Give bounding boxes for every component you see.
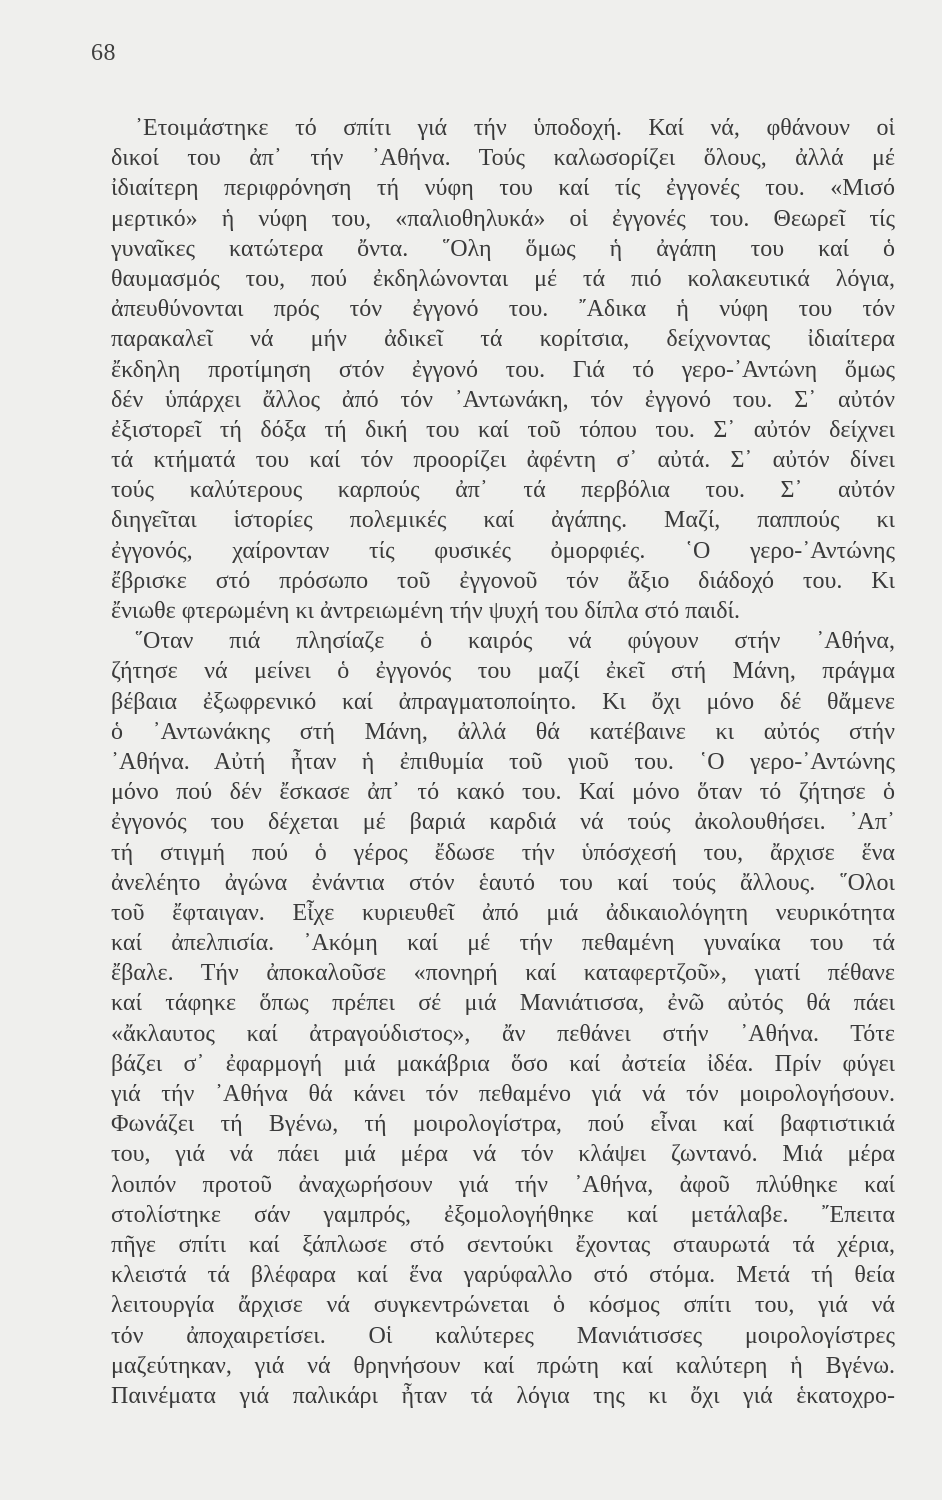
text-line: διηγεῖται ἱστορίες πολεμικές καί ἀγάπης. Μαζί, παππούς κι <box>111 507 895 534</box>
text-line: τούς καλύτερους καρπούς ἀπ᾽ τά περβόλια του. Σ᾽ αὐτόν <box>111 477 895 504</box>
text-line: ᾽Αθήνα. Αὐτή ἦταν ἡ ἐπιθυμία τοῦ γιοῦ του. ῾Ο γερο-᾽Αντώνης <box>111 748 895 775</box>
text-line: μαζεύτηκαν, γιά νά θρηνήσουν καί πρώτη καί καλύτερη ἡ Βγένω. <box>111 1352 895 1379</box>
text-line: καί τάφηκε ὅπως πρέπει σέ μιά Μανιάτισσα, ἐνῶ αὐτός θά πάει <box>111 990 895 1017</box>
text-line: ζήτησε νά μείνει ὁ ἐγγονός του μαζί ἐκεῖ στή Μάνη, πράγμα <box>111 658 895 685</box>
text-line: ἔβρισκε στό πρόσωπο τοῦ ἐγγονοῦ τόν ἄξιο διάδοχό του. Κι <box>111 567 895 594</box>
text-line: ἔβαλε. Τήν ἀποκαλοῦσε «πονηρή καί καταφερτζοῦ», γιατί πέθανε <box>111 960 895 987</box>
text-line: τή στιγμή πού ὁ γέρος ἔδωσε τήν ὑπόσχεσή του, ἄρχισε ἕνα <box>111 839 895 866</box>
body-text <box>111 113 895 1411</box>
text-line: λοιπόν προτοῦ ἀναχωρήσουν γιά τήν ᾽Αθήνα, ἀφοῦ πλύθηκε καί <box>111 1171 895 1198</box>
text-line: ἐξιστορεῖ τή δόξα τή δική του καί τοῦ τόπου του. Σ᾽ αὐτόν δείχνει <box>111 416 895 443</box>
text-line: μόνο πού δέν ἔσκασε ἀπ᾽ τό κακό του. Καί μόνο ὅταν τό ζήτησε ὁ <box>111 779 895 806</box>
text-line: ἐγγονός, χαίρονταν τίς φυσικές ὀμορφιές. ῾Ο γερο-᾽Αντώνης <box>111 537 895 564</box>
text-line: τοῦ ἔφταιγαν. Εἶχε κυριευθεῖ ἀπό μιά ἀδικαιολόγητη νευρικότητα <box>111 899 895 926</box>
text-line: παρακαλεῖ νά μήν ἀδικεῖ τά κορίτσια, δείχνοντας ἰδιαίτερα <box>111 326 895 353</box>
text-line: ᾽Ετοιμάστηκε τό σπίτι γιά τήν ὑποδοχή. Καί νά, φθάνουν οἱ <box>135 115 895 141</box>
text-line: βέβαια ἐξωφρενικό καί ἀπραγματοποίητο. Κι ὄχι μόνο δέ θἄμενε <box>111 688 895 715</box>
text-line: Παινέματα γιά παλικάρι ἦταν τά λόγια της κι ὄχι γιά ἑκατοχρο- <box>111 1382 895 1409</box>
text-line: «ἄκλαυτος καί ἀτραγούδιστος», ἄν πεθάνει στήν ᾽Αθήνα. Τότε <box>111 1020 895 1047</box>
text-line: ἔκδηλη προτίμηση στόν ἐγγονό του. Γιά τό γερο-᾽Αντώνη ὅμως <box>111 356 895 383</box>
text-line: τά κτήματά του καί τόν προορίζει ἀφέντη σ᾽ αὐτά. Σ᾽ αὐτόν δίνει <box>111 447 895 474</box>
text-line: μερτικό» ἡ νύφη του, «παλιοθηλυκά» οἱ ἐγγονές του. Θεωρεῖ τίς <box>111 205 895 232</box>
text-line: δέν ὑπάρχει ἄλλος ἀπό τόν ᾽Αντωνάκη, τόν ἐγγονό του. Σ᾽ αὐτόν <box>111 386 895 413</box>
text-line: του, γιά νά πάει μιά μέρα νά τόν κλάψει ζωντανό. Μιά μέρα <box>111 1141 895 1168</box>
text-line: ἀπευθύνονται πρός τόν ἐγγονό του. ῎Αδικα ἡ νύφη του τόν <box>111 296 895 323</box>
text-line: ῞Οταν πιά πλησίαζε ὁ καιρός νά φύγουν στήν ᾽Αθήνα, <box>135 628 895 655</box>
text-line: Φωνάζει τή Βγένω, τή μοιρολογίστρα, πού εἶναι καί βαφτιστικιά <box>111 1111 895 1138</box>
text-line: ἐγγονός του δέχεται μέ βαριά καρδιά νά τούς ἀκολουθήσει. ᾽Απ᾽ <box>111 809 895 836</box>
text-line: ὁ ᾽Αντωνάκης στή Μάνη, ἀλλά θά κατέβαινε κι αὐτός στήν <box>111 718 895 745</box>
text-line: κλειστά τά βλέφαρα καί ἕνα γαρύφαλλο στό στόμα. Μετά τή θεία <box>111 1262 895 1289</box>
text-line: δικοί του ἀπ᾽ τήν ᾽Αθήνα. Τούς καλωσορίζει ὅλους, ἀλλά μέ <box>111 145 895 172</box>
text-line: λειτουργία ἄρχισε νά συγκεντρώνεται ὁ κόσμος σπίτι του, γιά νά <box>111 1292 895 1319</box>
text-line: ἀνελέητο ἀγώνα ἐνάντια στόν ἑαυτό του καί τούς ἄλλους. ῞Ολοι <box>111 869 895 896</box>
text-line: καί ἀπελπισία. ᾽Ακόμη καί μέ τήν πεθαμένη γυναίκα του τά <box>111 930 895 957</box>
text-line: τόν ἀποχαιρετίσει. Οἱ καλύτερες Μανιάτισσες μοιρολογίστρες <box>111 1322 895 1349</box>
text-line: βάζει σ᾽ ἐφαρμογή μιά μακάβρια ὅσο καί ἀστεία ἰδέα. Πρίν φύγει <box>111 1050 895 1077</box>
text-line: γυναῖκες κατώτερα ὄντα. ῞Ολη ὅμως ἡ ἀγάπη του καί ὁ <box>111 235 895 262</box>
text-line: στολίστηκε σάν γαμπρός, ἐξομολογήθηκε καί μετάλαβε. ῎Επειτα <box>111 1201 895 1228</box>
page-number: 68 <box>91 40 116 66</box>
text-line: γιά τήν ᾽Αθήνα θά κάνει τόν πεθαμένο γιά νά τόν μοιρολογήσουν. <box>111 1081 895 1107</box>
text-line: θαυμασμός του, πού ἐκδηλώνονται μέ τά πιό κολακευτικά λόγια, <box>111 265 895 292</box>
text-line: ἔνιωθε φτερωμένη κι ἀντρειωμένη τήν ψυχή του δίπλα στό παιδί. <box>111 598 741 624</box>
text-line: πῆγε σπίτι καί ξάπλωσε στό σεντούκι ἔχοντας σταυρωτά τά χέρια, <box>111 1231 895 1258</box>
text-line: ἰδιαίτερη περιφρόνηση τή νύφη του καί τίς ἐγγονές του. «Μισό <box>111 175 895 202</box>
